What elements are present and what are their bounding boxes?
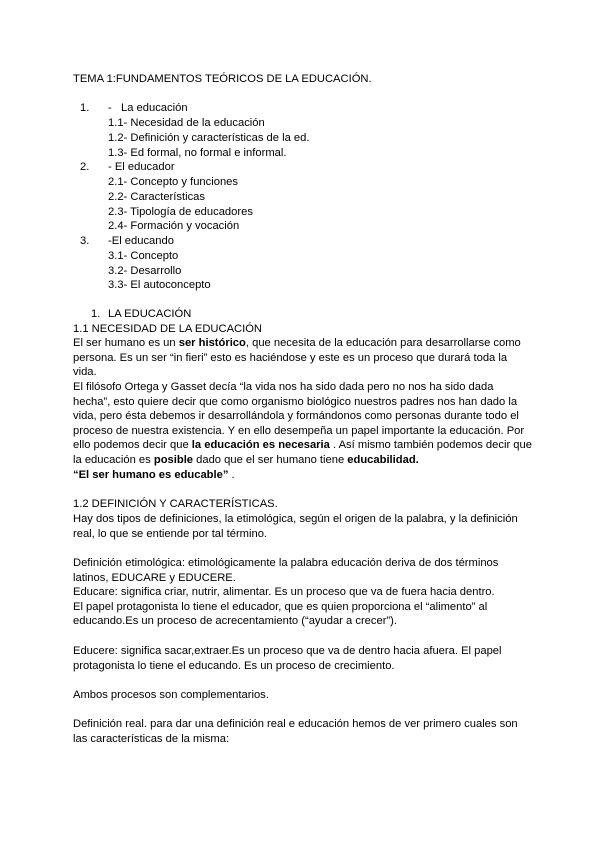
toc-1-2: 1.2- Definición y características de la ed. — [108, 132, 310, 144]
document-title: TEMA 1:FUNDAMENTOS TEÓRICOS DE LA EDUCACIÓN. — [73, 73, 372, 85]
toc-2-2: 2.2- Características — [108, 191, 205, 203]
bold-posible: posible — [153, 453, 194, 466]
section-1-heading: LA EDUCACIÓN — [108, 308, 192, 320]
toc-3-3: 3.3- El autoconcepto — [108, 279, 211, 291]
toc-1-3: 1.3- Ed formal, no formal e informal. — [108, 147, 287, 159]
toc-3-number: 3. — [80, 235, 90, 247]
bold-educacion-necesaria: la educación es necesaria — [191, 439, 330, 451]
subsection-1-2-heading: 1.2 DEFINICIÓN Y CARACTERÍSTICAS. — [73, 498, 278, 510]
toc-1-number: 1. — [80, 102, 90, 114]
paragraph-complementarios: Ambos procesos son complementarios. — [73, 689, 269, 701]
toc-3-1: 3.1- Concepto — [108, 250, 179, 262]
toc-1-1: 1.1- Necesidad de la educación — [108, 117, 265, 129]
toc-1-dash: - — [108, 102, 112, 114]
paragraph-definicion-etimologica: Definición etimológica: etimológicamente la palabra educación deriva de dos términos latinos, EDUCARE y EDUCERE. Educare: significa criar, nutrir, alimentar. Es un proceso que va de fuera hacia dentro. El papel protagonista lo tiene el educador, que es quien proporciona el “alimento” al educando.Es un proceso de acrecentamiento (“ayudar a crecer”). — [73, 557, 499, 627]
bold-ser-historico: ser histórico — [178, 337, 246, 349]
paragraph-educere: Educere: significa sacar,extraer.Es un proceso que va de dentro hacia afuera. El papel protagonista lo tiene el educando. Es un proceso de crecimiento. — [73, 645, 502, 672]
quote-educable: “El ser humano es educable” . — [73, 469, 235, 481]
paragraph-historico: El ser humano es un ser histórico, que necesita de la educación para desarrollarse como persona. Es un ser “in fieri” esto es haciéndose y este es un proceso que durará toda la vida. — [73, 337, 521, 378]
toc-2-3: 2.3- Tipología de educadores — [108, 206, 253, 218]
bold-educabilidad: educabilidad. — [347, 453, 419, 466]
toc-1-label: La educación — [121, 102, 188, 114]
toc-2-1: 2.1- Concepto y funciones — [108, 176, 238, 188]
paragraph-tipos-definiciones: Hay dos tipos de definiciones, la etimológica, según el origen de la palabra, y la definición real, lo que se entiende por tal término. — [73, 513, 518, 540]
toc-2-label: - El educador — [108, 161, 175, 173]
toc-2-number: 2. — [80, 161, 90, 173]
paragraph-definicion-real: Definición real. para dar una definición real e educación hemos de ver primero cuales son las características de la misma: — [73, 718, 518, 745]
section-1-number: 1. — [91, 308, 101, 320]
toc-3-label: -El educando — [108, 235, 174, 247]
toc-2-4: 2.4- Formación y vocación — [108, 220, 240, 232]
toc-3-2: 3.2- Desarrollo — [108, 265, 182, 277]
paragraph-ortega: El filósofo Ortega y Gasset decía “la vida nos ha sido dada pero no nos ha sido dada hecha”, esto quiere decir que como organismo biológico nuestros padres nos han dado la vida, pero ésta debemos ir desarrollándola y formándonos como personas durante todo el proceso de nuestra existencia. Y en ello desempeña un papel importante la educación. Por ello podemos decir que la educación es necesaria . Así mismo también podemos decir que la educación es posible dado que el ser humano tiene educabilidad. — [73, 381, 532, 466]
subsection-1-1-heading: 1.1 NECESIDAD DE LA EDUCACIÓN — [73, 323, 262, 335]
